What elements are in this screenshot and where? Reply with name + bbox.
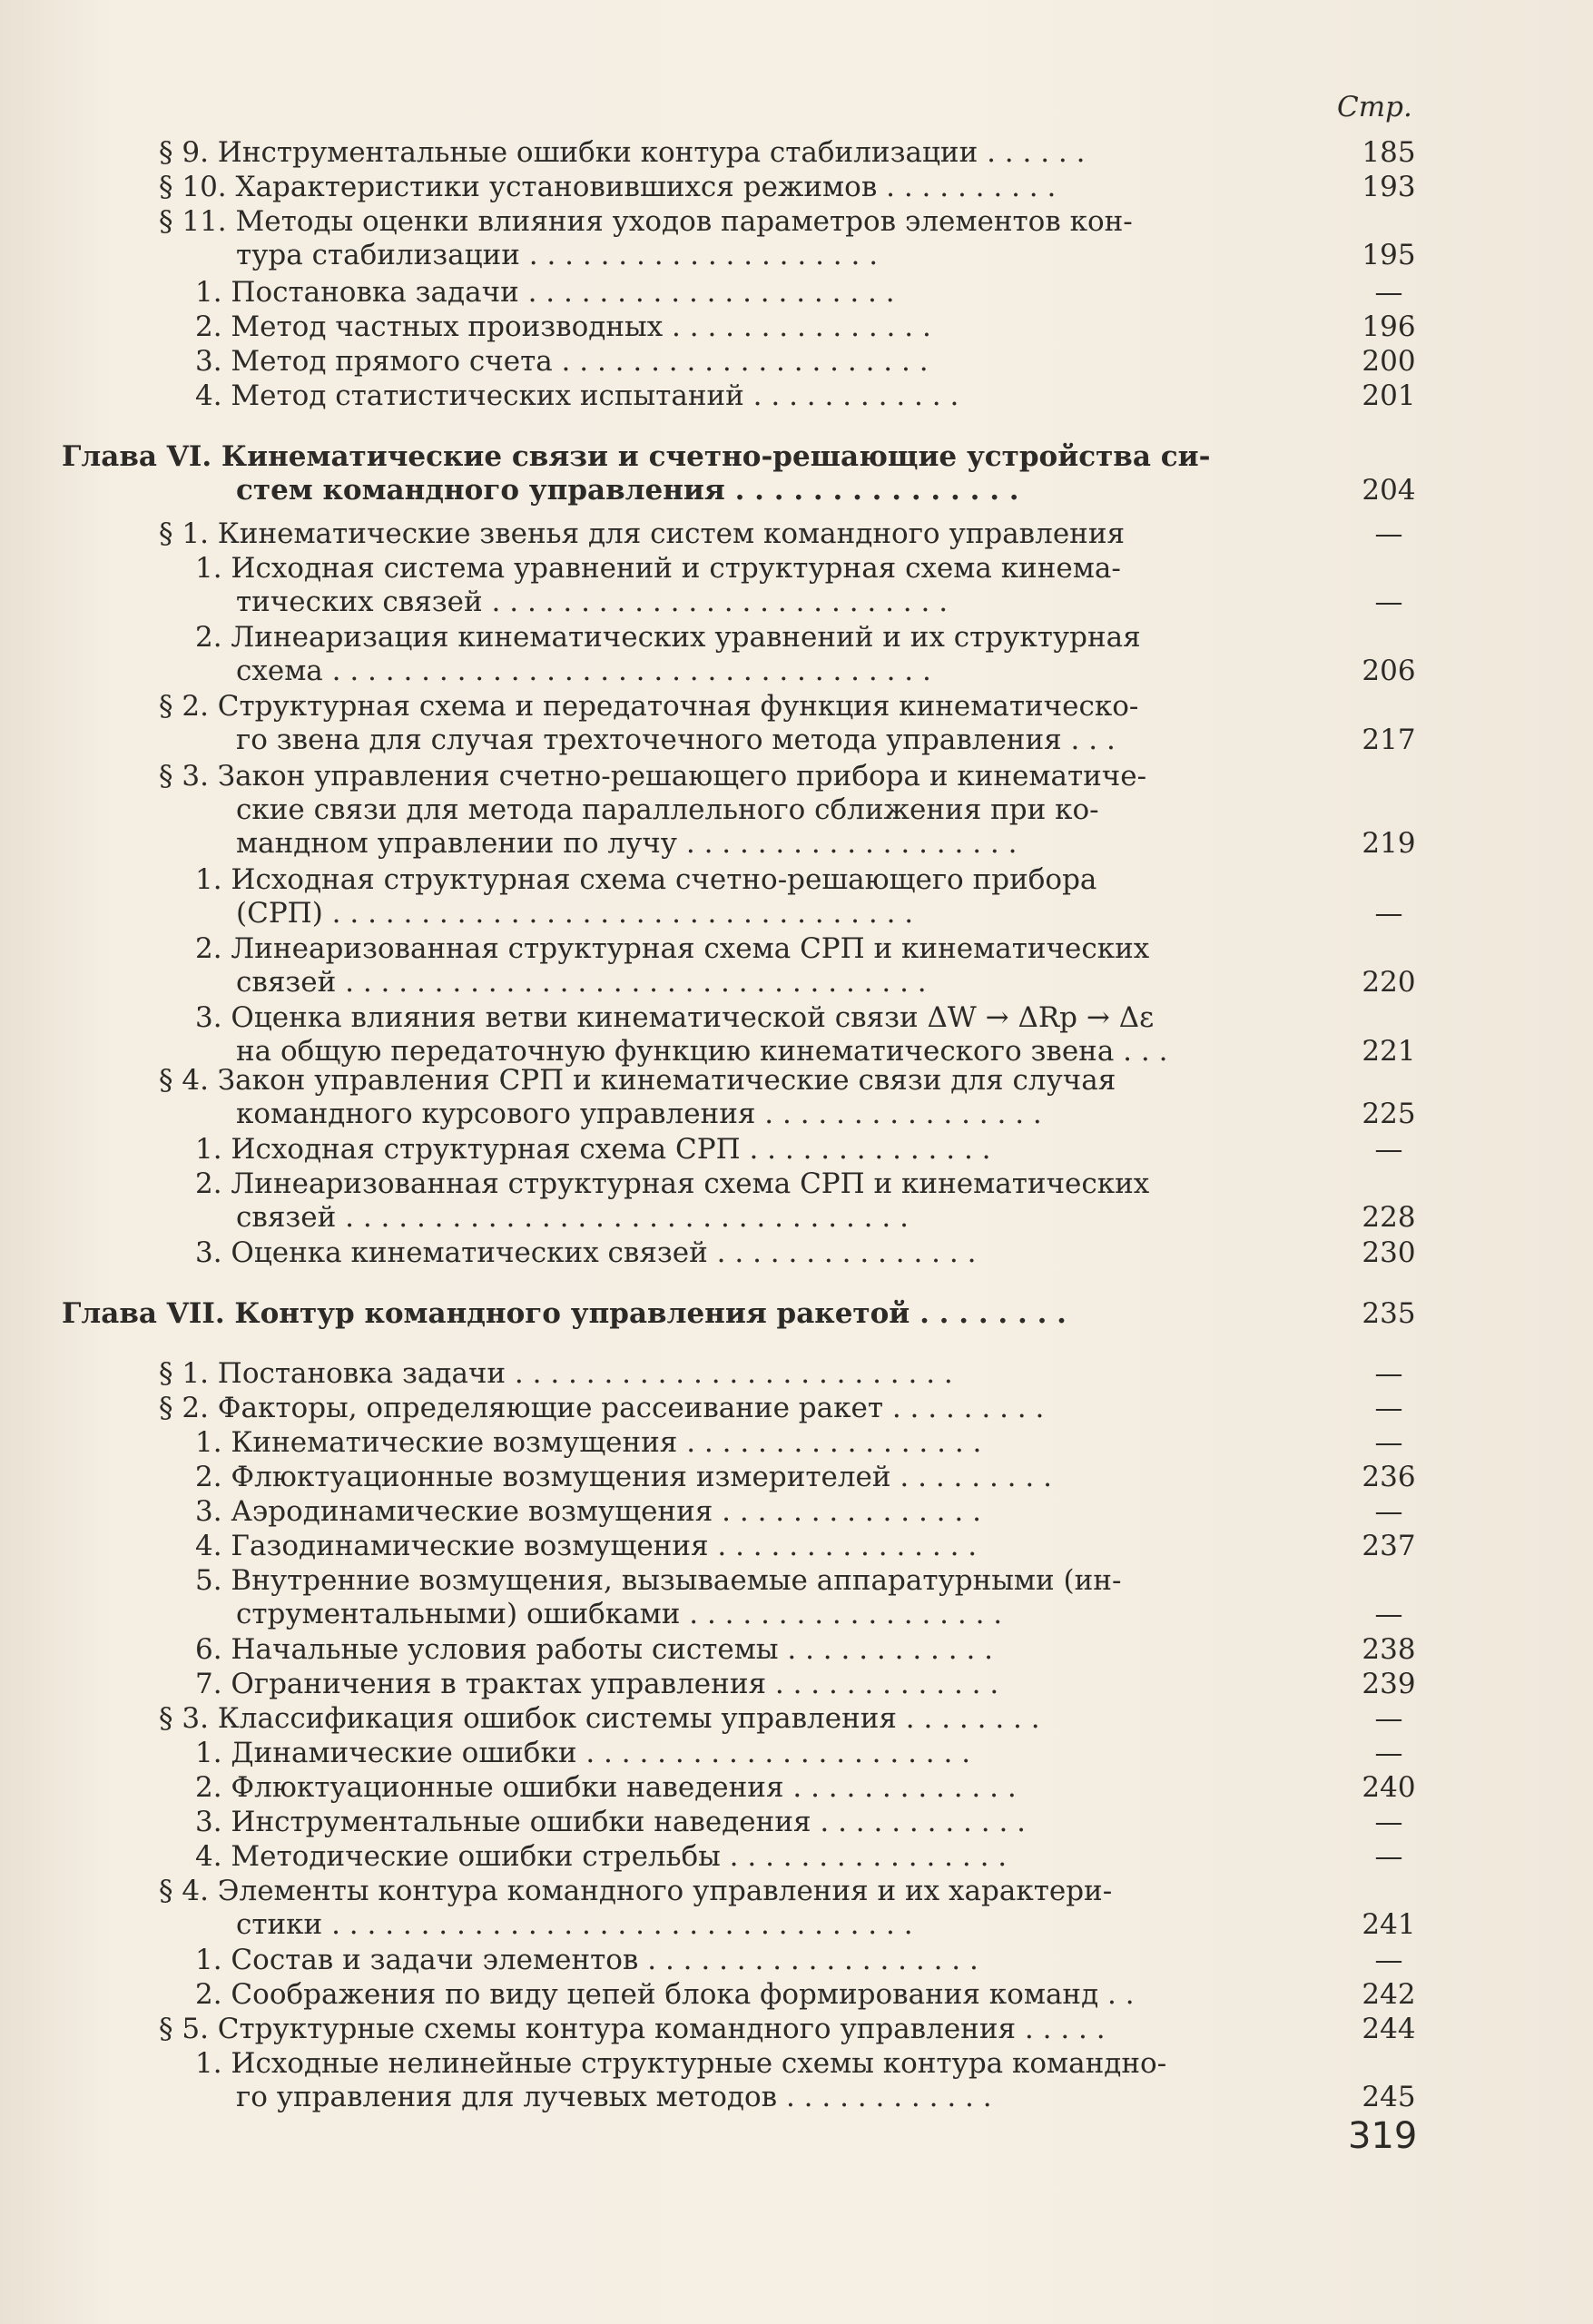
toc-page-ref: 244 <box>1362 2013 1416 2045</box>
toc-entry-line: § 1. Постановка задачи . . . . . . . . . . . . . . . . . . . . . . . . . <box>159 1357 953 1390</box>
toc-entry-line: на общую передаточную функцию кинематического звена . . . <box>236 1035 1168 1068</box>
toc-page-ref: — <box>1374 1598 1403 1630</box>
toc-entry-line: 1. Исходная структурная схема СРП . . . . . . . . . . . . . . <box>195 1133 991 1166</box>
toc-entry-line: 1. Постановка задачи . . . . . . . . . . . . . . . . . . . . . <box>195 276 895 309</box>
toc-page-ref: — <box>1374 1806 1403 1838</box>
toc-page-ref: 237 <box>1362 1530 1416 1562</box>
toc-page-ref: 225 <box>1362 1098 1416 1130</box>
toc-page-ref: 185 <box>1362 136 1416 169</box>
toc-entry-line: 2. Линеаризация кинематических уравнений и их структурная <box>195 621 1141 654</box>
toc-entry-line: Глава VII. Контур командного управления ракетой . . . . . . . . <box>62 1297 1067 1330</box>
toc-entry-line: Глава VI. Кинематические связи и счетно-решающие устройства си- <box>62 440 1211 473</box>
toc-entry-line: 3. Метод прямого счета . . . . . . . . . . . . . . . . . . . . . <box>195 345 929 378</box>
toc-page-ref: 242 <box>1362 1978 1416 2011</box>
toc-entry-line: 2. Флюктуационные возмущения измерителей . . . . . . . . . <box>195 1461 1052 1493</box>
toc-entry-line: тических связей . . . . . . . . . . . . . . . . . . . . . . . . . . <box>236 586 949 618</box>
toc-page-ref: 236 <box>1362 1461 1416 1493</box>
toc-page-ref: 245 <box>1362 2081 1416 2113</box>
toc-page-ref: — <box>1374 1495 1403 1528</box>
toc-page-ref: — <box>1374 1737 1403 1769</box>
toc-entry-line: § 10. Характеристики установившихся режимов . . . . . . . . . . <box>159 171 1057 203</box>
toc-entry-line: 3. Аэродинамические возмущения . . . . . . . . . . . . . . . <box>195 1495 981 1528</box>
toc-entry-line: мандном управлении по лучу . . . . . . . . . . . . . . . . . . . <box>236 827 1018 860</box>
toc-entry-line: 2. Метод частных производных . . . . . . . . . . . . . . . <box>195 310 931 343</box>
toc-page-ref: 239 <box>1362 1668 1416 1700</box>
toc-page-ref: — <box>1374 1357 1403 1390</box>
toc-page-ref: — <box>1374 517 1403 550</box>
toc-page-ref: 195 <box>1362 239 1416 271</box>
toc-entry-line: 4. Метод статистических испытаний . . . . . . . . . . . . <box>195 379 959 412</box>
toc-entry-line: схема . . . . . . . . . . . . . . . . . . . . . . . . . . . . . . . . . . <box>236 655 931 687</box>
toc-page-ref: — <box>1374 1426 1403 1459</box>
toc-page-ref: 235 <box>1362 1297 1416 1330</box>
toc-entry-line: § 3. Закон управления счетно-решающего прибора и кинематиче- <box>159 760 1147 793</box>
page-column-header: Стр. <box>1337 91 1412 123</box>
toc-entry-line: 1. Кинематические возмущения . . . . . . . . . . . . . . . . . <box>195 1426 982 1459</box>
toc-page-ref: 230 <box>1362 1236 1416 1269</box>
toc-page-ref: 204 <box>1362 474 1416 507</box>
toc-page-ref: — <box>1374 1840 1403 1873</box>
toc-entry-line: § 9. Инструментальные ошибки контура стабилизации . . . . . . <box>159 136 1086 169</box>
toc-entry-line: (СРП) . . . . . . . . . . . . . . . . . . . . . . . . . . . . . . . . . <box>236 897 914 930</box>
toc-page-ref: 201 <box>1362 379 1416 412</box>
toc-entry-line: 6. Начальные условия работы системы . . . . . . . . . . . . <box>195 1633 994 1666</box>
toc-entry-line: 2. Флюктуационные ошибки наведения . . . . . . . . . . . . . <box>195 1771 1017 1804</box>
toc-entry-line: § 2. Факторы, определяющие рассеивание ракет . . . . . . . . . <box>159 1392 1045 1424</box>
toc-page-ref: 217 <box>1362 724 1416 756</box>
toc-entry-line: § 3. Классификация ошибок системы управления . . . . . . . . <box>159 1702 1040 1735</box>
toc-page-ref: 240 <box>1362 1771 1416 1804</box>
toc-page-ref: 241 <box>1362 1908 1416 1941</box>
page-number: 319 <box>1348 2115 1418 2157</box>
toc-page-ref: 196 <box>1362 310 1416 343</box>
toc-entry-line: связей . . . . . . . . . . . . . . . . . . . . . . . . . . . . . . . . . <box>236 966 927 999</box>
toc-entry-line: § 11. Методы оценки влияния уходов параметров элементов кон- <box>159 205 1133 238</box>
toc-entry-line: 3. Инструментальные ошибки наведения . . . . . . . . . . . . <box>195 1806 1027 1838</box>
toc-page-ref: — <box>1374 276 1403 309</box>
toc-entry-line: 2. Линеаризованная структурная схема СРП и кинематических <box>195 932 1150 965</box>
toc-entry-line: го звена для случая трехточечного метода управления . . . <box>236 724 1116 756</box>
toc-entry-line: ские связи для метода параллельного сближения при ко- <box>236 793 1099 826</box>
toc-page-ref: 206 <box>1362 655 1416 687</box>
toc-entry-line: 4. Методические ошибки стрельбы . . . . . . . . . . . . . . . . <box>195 1840 1008 1873</box>
toc-entry-line: 2. Соображения по виду цепей блока формирования команд . . <box>195 1978 1135 2011</box>
toc-entry-line: стем командного управления . . . . . . . . . . . . . . . <box>236 474 1019 507</box>
toc-page-ref: 238 <box>1362 1633 1416 1666</box>
toc-entry-line: § 4. Элементы контура командного управления и их характери- <box>159 1875 1113 1907</box>
toc-page-ref: 220 <box>1362 966 1416 999</box>
toc-entry-line: 1. Динамические ошибки . . . . . . . . . . . . . . . . . . . . . . <box>195 1737 971 1769</box>
toc-entry-line: 4. Газодинамические возмущения . . . . . . . . . . . . . . . <box>195 1530 978 1562</box>
toc-entry-line: тура стабилизации . . . . . . . . . . . . . . . . . . . . <box>236 239 879 271</box>
toc-entry-line: 5. Внутренние возмущения, вызываемые аппаратурными (ин- <box>195 1564 1122 1597</box>
toc-entry-line: 2. Линеаризованная структурная схема СРП и кинематических <box>195 1167 1150 1200</box>
toc-entry-line: § 5. Структурные схемы контура командного управления . . . . . <box>159 2013 1106 2045</box>
toc-entry-line: 3. Оценка влияния ветви кинематической связи ΔW → ΔRp → Δε <box>195 1001 1155 1034</box>
toc-page-ref: — <box>1374 1944 1403 1976</box>
toc-page-ref: — <box>1374 1133 1403 1166</box>
toc-page-ref: — <box>1374 586 1403 618</box>
toc-entry-line: стики . . . . . . . . . . . . . . . . . . . . . . . . . . . . . . . . . <box>236 1908 913 1941</box>
toc-entry-line: 1. Исходная структурная схема счетно-решающего прибора <box>195 863 1097 896</box>
toc-entry-line: го управления для лучевых методов . . . . . . . . . . . . <box>236 2081 992 2113</box>
toc-page-ref: 221 <box>1362 1035 1416 1068</box>
toc-entry-line: 1. Исходная система уравнений и структурная схема кинема- <box>195 552 1121 585</box>
toc-entry-line: связей . . . . . . . . . . . . . . . . . . . . . . . . . . . . . . . . <box>236 1201 909 1234</box>
toc-entry-line: струментальными) ошибками . . . . . . . . . . . . . . . . . . <box>236 1598 1003 1630</box>
toc-page-ref: 193 <box>1362 171 1416 203</box>
toc-entry-line: 7. Ограничения в трактах управления . . . . . . . . . . . . . <box>195 1668 999 1700</box>
toc-entry-line: 3. Оценка кинематических связей . . . . . . . . . . . . . . . <box>195 1236 977 1269</box>
toc-entry-line: 1. Исходные нелинейные структурные схемы контура командно- <box>195 2047 1167 2080</box>
toc-page-ref: 228 <box>1362 1201 1416 1234</box>
toc-entry-line: § 2. Структурная схема и передаточная функция кинематическо- <box>159 690 1139 723</box>
toc-entry-line: § 1. Кинематические звенья для систем командного управления <box>159 517 1126 550</box>
toc-page-ref: — <box>1374 1702 1403 1735</box>
toc-page-ref: 200 <box>1362 345 1416 378</box>
toc-entry-line: 1. Состав и задачи элементов . . . . . . . . . . . . . . . . . . . <box>195 1944 978 1976</box>
toc-page-ref: 219 <box>1362 827 1416 860</box>
toc-entry-line: командного курсового управления . . . . . . . . . . . . . . . . <box>236 1098 1042 1130</box>
toc-page-ref: — <box>1374 1392 1403 1424</box>
toc-entry-line: § 4. Закон управления СРП и кинематические связи для случая <box>159 1064 1116 1097</box>
toc-page-ref: — <box>1374 897 1403 930</box>
